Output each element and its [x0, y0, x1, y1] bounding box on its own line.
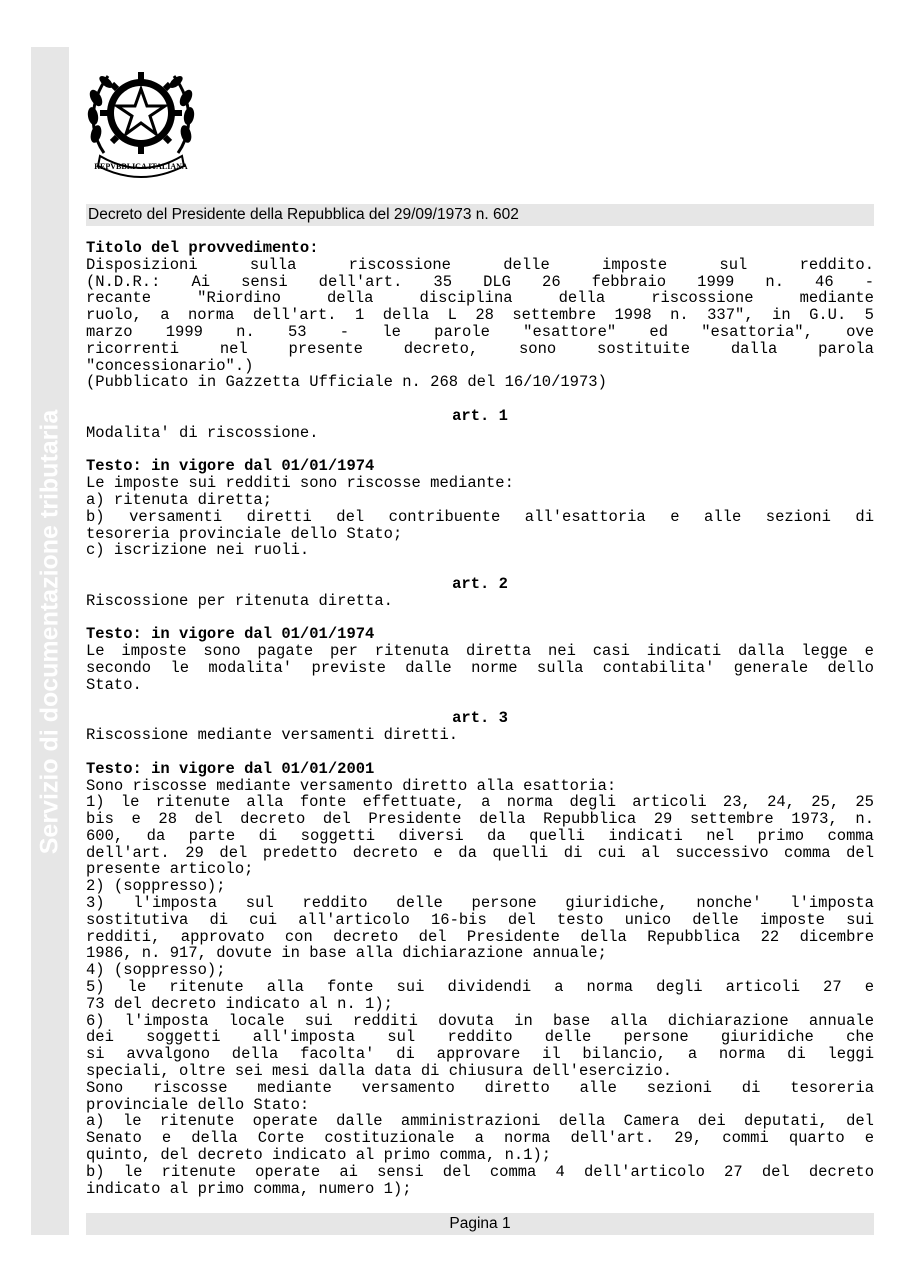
article-testo-heading: Testo: in vigore dal 01/01/1974 [86, 457, 375, 476]
preamble-line: marzo 1999 n. 53 - le parole "esattore" ed "esattoria", ove [86, 322, 874, 341]
article-text-line: si avvalgono della facolta' di approvare il bilancio, a norma di leggi [86, 1045, 874, 1064]
document-title: Decreto del Presidente della Repubblica del 29/09/1973 n. 602 [88, 206, 519, 223]
article-text-line: bis e 28 del decreto del Presidente della Repubblica 29 settembre 1973, n. [86, 810, 874, 829]
preamble-line: ruolo, a norma dell'art. 1 della L 28 settembre 1998 n. 337", in G.U. 5 [86, 306, 874, 325]
preamble-line: (N.D.R.: Ai sensi dell'art. 35 DLG 26 febbraio 1999 n. 46 - [86, 272, 874, 291]
article-text-line: 2) (soppresso); [86, 877, 226, 896]
article-text-line: 1) le ritenute alla fonte effettuate, a norma degli articoli 23, 24, 25, 25 [86, 793, 874, 812]
preamble-line: ricorrenti nel presente decreto, sono sostituite dalla parola [86, 339, 874, 358]
article-text-line: a) le ritenute operate dalle amministrazioni della Camera dei deputati, del [86, 1112, 874, 1131]
preamble-line: recante "Riordino della disciplina della riscossione mediante [86, 289, 874, 308]
article-text-line: indicato al primo comma, numero 1); [86, 1179, 412, 1198]
document-header [86, 204, 874, 226]
article-number: art. 3 [452, 709, 508, 728]
page-footer [86, 1213, 874, 1235]
article-text-line: Le imposte sono pagate per ritenuta diretta nei casi indicati dalla legge e [86, 642, 874, 661]
article-text-line: c) iscrizione nei ruoli. [86, 541, 310, 560]
article-text-line: 1986, n. 917, dovute in base alla dichiarazione annuale; [86, 944, 607, 963]
article-title: Modalita' di riscossione. [86, 423, 319, 442]
article-text-line: b) le ritenute operate ai sensi del comma 4 dell'articolo 27 del decreto [86, 1162, 874, 1181]
page-number: Pagina 1 [449, 1215, 511, 1232]
article-text-line: secondo le modalita' previste dalle norme sulla contabilita' generale dello [86, 658, 874, 677]
article-text-line: Senato e della Corte costituzionale a norma dell'art. 29, commi quarto e [86, 1129, 874, 1148]
article-text-line: sostitutiva di cui all'articolo 16-bis del testo unico delle imposte sui [86, 910, 874, 929]
preamble-line: Disposizioni sulla riscossione delle imposte sul reddito. [86, 255, 874, 274]
article-text-line: dell'art. 29 del predetto decreto e da quelli di cui al successivo comma del [86, 843, 874, 862]
emblem-inscription: REPVBBLICA ITALIANA [94, 162, 188, 171]
article-text-line: 73 del decreto indicato al n. 1); [86, 994, 393, 1013]
article-text-line: Sono riscosse mediante versamento diretto alla esattoria: [86, 776, 617, 795]
article-text-line: 6) l'imposta locale sui redditi dovuta in base alla dichiarazione annuale [86, 1011, 874, 1030]
article-text-line: Sono riscosse mediante versamento diretto alle sezioni di tesoreria [86, 1078, 874, 1097]
article-text-line: provinciale dello Stato: [86, 1095, 310, 1114]
article-text-line: presente articolo; [86, 860, 254, 879]
article-text-line: 3) l'imposta sul reddito delle persone giuridiche, nonche' l'imposta [86, 894, 874, 913]
article-text-line: speciali, oltre sei mesi dalla data di chiusura dell'esercizio. [86, 1062, 672, 1081]
article-number: art. 1 [452, 406, 508, 425]
article-number: art. 2 [452, 574, 508, 593]
preamble-heading: Titolo del provvedimento: [86, 239, 319, 257]
preamble-line: "concessionario".) [86, 356, 254, 375]
article-text-line: 5) le ritenute alla fonte sui dividendi a norma degli articoli 27 e [86, 978, 874, 997]
article-title: Riscossione per ritenuta diretta. [86, 591, 393, 610]
sidebar-label: Servizio di documentazione tributaria [35, 409, 64, 855]
article-text-line: dei soggetti all'imposta sul reddito delle persone giuridiche che [86, 1028, 874, 1047]
article-title: Riscossione mediante versamenti diretti. [86, 726, 459, 745]
article-text-line: Le imposte sui redditi sono riscosse mediante: [86, 474, 514, 493]
repubblica-italiana-emblem-icon [86, 58, 196, 180]
article-text-line: quinto, del decreto indicato al primo comma, n.1); [86, 1146, 552, 1165]
document-body [86, 240, 874, 1197]
article-text-line: tesoreria provinciale dello Stato; [86, 524, 403, 543]
article-text-line: redditi, approvato con decreto del Presidente della Repubblica 22 dicembre [86, 927, 874, 946]
article-text-line: b) versamenti diretti del contribuente all'esattoria e alle sezioni di [86, 507, 874, 526]
article-text-line: a) ritenuta diretta; [86, 490, 273, 509]
article-text-line: 4) (soppresso); [86, 961, 226, 980]
article-text-line: Stato. [86, 675, 142, 694]
article-testo-heading: Testo: in vigore dal 01/01/1974 [86, 625, 375, 644]
article-text-line: 600, da parte di soggetti diversi da quelli indicati nel primo comma [86, 826, 874, 845]
article-testo-heading: Testo: in vigore dal 01/01/2001 [86, 759, 375, 778]
preamble-line: (Pubblicato in Gazzetta Ufficiale n. 268 del 16/10/1973) [86, 373, 607, 392]
